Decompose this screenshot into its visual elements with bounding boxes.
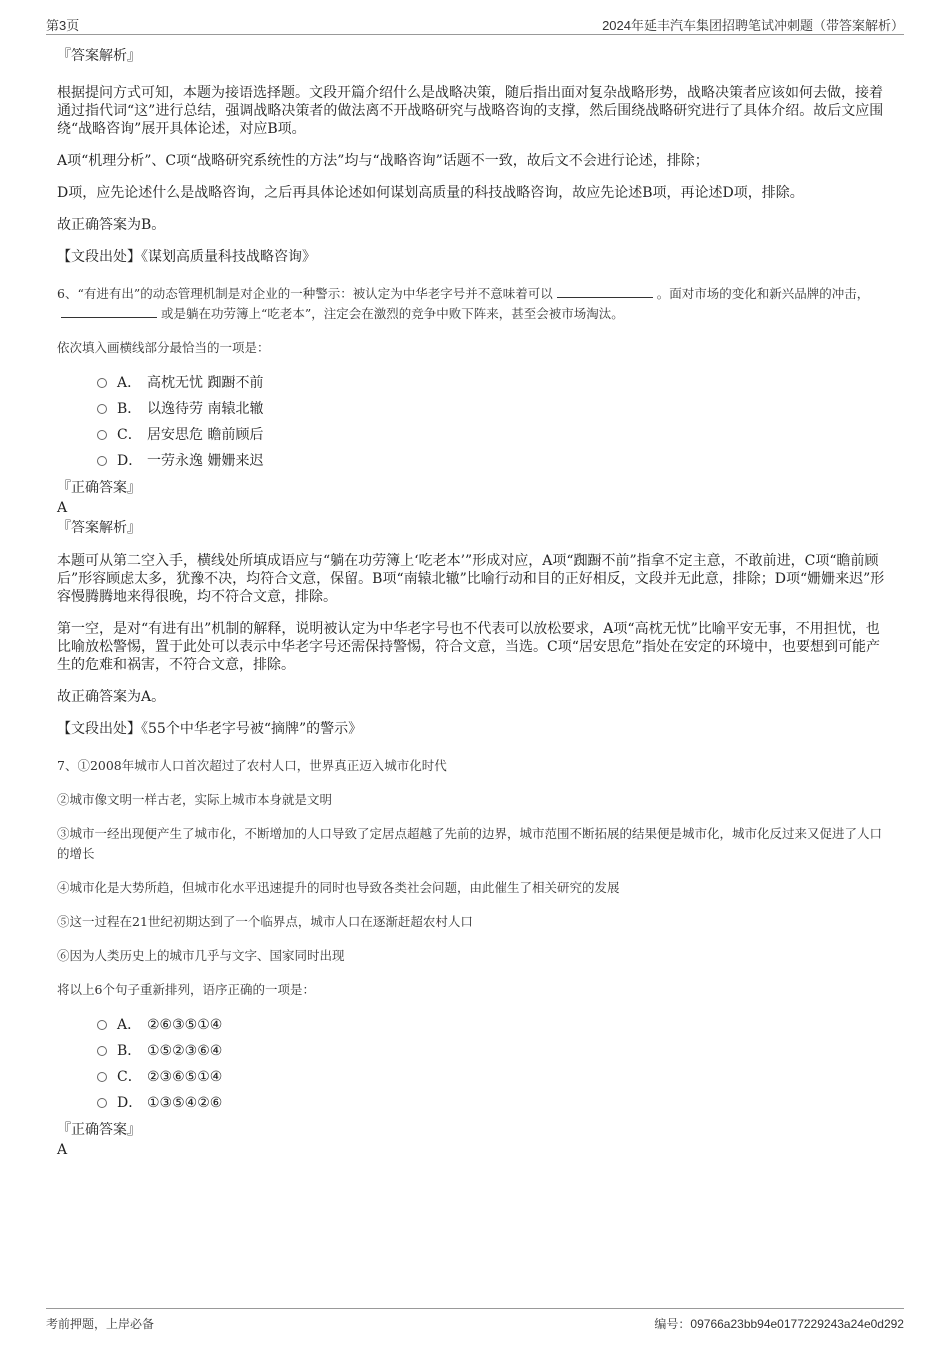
q6-stem-part1: 6、“有进有出”的动态管理机制是对企业的一种警示：被认定为中华老字号并不意味着可以: [57, 286, 553, 301]
option-text: 以逸待劳 南辕北辙: [147, 401, 264, 417]
q7-answer: A: [57, 1142, 68, 1158]
q7-answer-label: 『正确答案』: [57, 1122, 141, 1138]
option-text: 一劳永逸 姗姗来迟: [147, 453, 264, 469]
option-text: ②③⑥⑤①④: [147, 1069, 223, 1085]
radio-icon[interactable]: [97, 456, 107, 466]
q5-analysis-p2: A项“机理分析”、C项“战略研究系统性的方法”均与“战略咨询”话题不一致，故后文不会进行论述，排除；: [57, 153, 709, 169]
q6-blank-2: [61, 305, 157, 318]
q6-analysis-label: 『答案解析』: [57, 520, 141, 536]
q6-source: 【文段出处】《55个中华老字号被“摘牌”的警示》: [57, 721, 363, 737]
q6-stem-part2: 。面对市场的变化和新兴品牌的冲击，: [656, 286, 870, 301]
option-text: ①③⑤④②⑥: [147, 1095, 223, 1111]
option-letter: C．: [117, 1069, 142, 1085]
q5-source: 【文段出处】《谋划高质量科技战略咨询》: [57, 249, 316, 265]
q7-option-a[interactable]: [97, 1012, 887, 1038]
q7-sentence-2: ②城市像文明一样古老，实际上城市本身就是文明: [57, 792, 333, 807]
q6-stem-part3: 或是躺在功劳簿上“吃老本”，注定会在激烈的竞争中败下阵来，甚至会被市场淘汰。: [161, 306, 624, 321]
q5-analysis-p1: 根据提问方式可知，本题为接语选择题。文段开篇介绍什么是战略决策，随后指出面对复杂战略形势，战略决策者应该如何去做，接着通过指代词“这”进行总结，强调战略决策者的做法离不开战略研究与战略咨询的支撑，然后围绕战略研究进行了具体介绍。故后文应围绕“战略咨询”展开具体论述，对应B项。: [57, 85, 884, 137]
radio-icon[interactable]: [97, 1020, 107, 1030]
q6-stem: [57, 284, 887, 324]
option-letter: B．: [117, 1043, 142, 1059]
radio-icon[interactable]: [97, 430, 107, 440]
q7-sentence-3: ③城市一经出现便产生了城市化，不断增加的人口导致了定居点超越了先前的边界，城市范围不断拓展的结果便是城市化，城市化反过来又促进了人口的增长: [57, 826, 883, 861]
option-letter: A．: [117, 375, 142, 391]
q6-answer-label: 『正确答案』: [57, 480, 141, 496]
radio-icon[interactable]: [97, 1072, 107, 1082]
option-text: 高枕无忧 踟蹰不前: [147, 375, 264, 391]
option-text: ②⑥③⑤①④: [147, 1017, 223, 1033]
q6-prompt: 依次填入画横线部分最恰当的一项是：: [57, 340, 270, 355]
option-letter: D．: [117, 453, 143, 469]
document-title: 2024年延丰汽车集团招聘笔试冲刺题（带答案解析）: [602, 18, 904, 33]
q7-sentence-6: ⑥因为人类历史上的城市几乎与文字、国家同时出现: [57, 948, 345, 963]
page-footer: [46, 1308, 904, 1333]
q6-option-b[interactable]: [97, 396, 887, 422]
q7-sentence-5: ⑤这一过程在21世纪初期达到了一个临界点，城市人口在逐渐赶超农村人口: [57, 914, 473, 929]
option-letter: A．: [117, 1017, 142, 1033]
q6-blank-1: [557, 285, 653, 298]
page-number: 第3页: [46, 18, 80, 33]
option-letter: B．: [117, 401, 142, 417]
radio-icon[interactable]: [97, 1046, 107, 1056]
q7-option-c[interactable]: [97, 1064, 887, 1090]
option-text: ①⑤②③⑥④: [147, 1043, 223, 1059]
q6-option-c[interactable]: [97, 422, 887, 448]
q7-options: [57, 1012, 887, 1116]
document-id: 编号：09766a23bb94e0177229243a24e0d292: [654, 1317, 904, 1331]
q7-sentence-1: 7、①2008年城市人口首次超过了农村人口，世界真正迈入城市化时代: [57, 758, 447, 773]
q6-analysis-p1: 本题可从第二空入手，横线处所填成语应与“躺在功劳簿上‘吃老本’”形成对应，A项“踟蹰不前”指拿不定主意，不敢前进，C项“瞻前顾后”形容顾虑太多，犹豫不决，均符合文意，保留。B项“南辕北辙”比喻行动和目的正好相反，文段并无此意，排除；D项“姗姗来迟”形容慢腾腾地来得很晚，均不符合文意，排除。: [57, 553, 885, 605]
option-letter: D．: [117, 1095, 143, 1111]
q6-analysis-p3: 故正确答案为A。: [57, 689, 166, 705]
option-text: 居安思危 瞻前顾后: [147, 427, 264, 443]
q7-option-b[interactable]: [97, 1038, 887, 1064]
page-header: [46, 12, 904, 35]
q6-option-a[interactable]: [97, 370, 887, 396]
q5-analysis-p3: D项，应先论述什么是战略咨询，之后再具体论述如何谋划高质量的科技战略咨询，故应先论述B项，再论述D项，排除。: [57, 185, 804, 201]
q6-answer: A: [57, 500, 68, 516]
q7-sentence-4: ④城市化是大势所趋，但城市化水平迅速提升的同时也导致各类社会问题，由此催生了相关研究的发展: [57, 880, 620, 895]
q5-analysis-p4: 故正确答案为B。: [57, 217, 166, 233]
option-letter: C．: [117, 427, 142, 443]
q6-options: [57, 370, 887, 474]
radio-icon[interactable]: [97, 404, 107, 414]
q6-option-d[interactable]: [97, 448, 887, 474]
q6-analysis-p2: 第一空，是对“有进有出”机制的解释，说明被认定为中华老字号也不代表可以放松要求，A项“高枕无忧”比喻平安无事，不用担忧，也比喻放松警惕，置于此处可以表示中华老字号还需保持警惕，符合文意，当选。C项“居安思危”指处在安定的环境中，也要想到可能产生的危难和祸害，不符合文意，排除。: [57, 621, 881, 673]
radio-icon[interactable]: [97, 378, 107, 388]
footer-slogan: 考前押题，上岸必备: [46, 1317, 155, 1331]
q7-prompt: 将以上6个句子重新排列，语序正确的一项是：: [57, 982, 315, 997]
page-content: [57, 44, 887, 1160]
q7-option-d[interactable]: [97, 1090, 887, 1116]
q5-analysis-label: 『答案解析』: [57, 48, 141, 64]
radio-icon[interactable]: [97, 1098, 107, 1108]
